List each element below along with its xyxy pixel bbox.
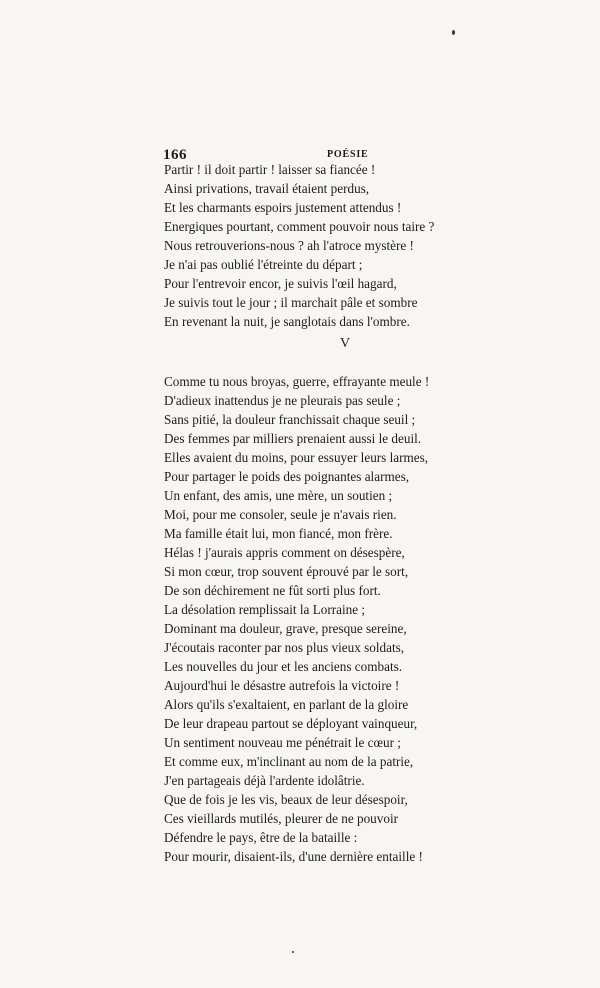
verse-line: Ma famille était lui, mon fiancé, mon frère.: [164, 526, 393, 541]
stanza-2: [164, 372, 429, 866]
stanza-1: [164, 160, 434, 331]
verse-line: Hélas ! j'aurais appris comment on désespère,: [164, 545, 405, 560]
verse-line: Aujourd'hui le désastre autrefois la victoire !: [164, 678, 400, 693]
verse-line: Défendre le pays, être de la bataille :: [164, 830, 358, 845]
verse-line: De son déchirement ne fût sorti plus fort.: [164, 583, 381, 598]
verse-line: Les nouvelles du jour et les anciens combats.: [164, 659, 403, 674]
verse-line: Et les charmants espoirs justement attendus !: [164, 200, 402, 215]
verse-line: Sans pitié, la douleur franchissait chaque seuil ;: [164, 412, 416, 427]
verse-line: J'écoutais raconter par nos plus vieux soldats,: [164, 640, 405, 655]
verse-line: Un sentiment nouveau me pénétrait le cœur ;: [164, 735, 401, 750]
verse-line: De leur drapeau partout se déployant vainqueur,: [164, 716, 418, 731]
ink-speck: [452, 30, 455, 35]
ink-speck: [292, 951, 294, 953]
verse-line: J'en partageais déjà l'ardente idolâtrie.: [164, 773, 365, 788]
verse-line: Partir ! il doit partir ! laisser sa fiancée !: [164, 162, 376, 177]
verse-line: Elles avaient du moins, pour essuyer leurs larmes,: [164, 450, 429, 465]
verse-line: Ces vieillards mutilés, pleurer de ne pouvoir: [164, 811, 399, 826]
verse-line: La désolation remplissait la Lorraine ;: [164, 602, 366, 617]
verse-line: Pour l'entrevoir encor, je suivis l'œil hagard,: [164, 276, 397, 291]
verse-line: D'adieux inattendus je ne pleurais pas seule ;: [164, 393, 401, 408]
verse-line: Nous retrouverions-nous ? ah l'atroce mystère !: [164, 238, 414, 253]
verse-line: Moi, pour me consoler, seule je n'avais rien.: [164, 507, 397, 522]
verse-line: Des femmes par milliers prenaient aussi le deuil.: [164, 431, 422, 446]
verse-line: Que de fois je les vis, beaux de leur désespoir,: [164, 792, 408, 807]
page-number: 166: [163, 147, 187, 163]
verse-line: Et comme eux, m'inclinant au nom de la patrie,: [164, 754, 414, 769]
verse-line: Pour mourir, disaient-ils, d'une dernière entaille !: [164, 849, 423, 864]
verse-line: Comme tu nous broyas, guerre, effrayante meule !: [164, 374, 430, 389]
section-numeral: V: [340, 336, 351, 351]
verse-line: Si mon cœur, trop souvent éprouvé par le sort,: [164, 564, 409, 579]
verse-line: En revenant la nuit, je sanglotais dans l'ombre.: [164, 314, 410, 329]
verse-line: Je suivis tout le jour ; il marchait pâle et sombre: [164, 295, 418, 310]
verse-line: Je n'ai pas oublié l'étreinte du départ ;: [164, 257, 363, 272]
verse-line: Energiques pourtant, comment pouvoir nous taire ?: [164, 219, 435, 234]
verse-line: Ainsi privations, travail étaient perdus,: [164, 181, 370, 196]
verse-line: Pour partager le poids des poignantes alarmes,: [164, 469, 409, 484]
verse-line: Un enfant, des amis, une mère, un soutien ;: [164, 488, 393, 503]
running-title: POÉSIE: [327, 149, 369, 160]
verse-line: Dominant ma douleur, grave, presque sereine,: [164, 621, 407, 636]
verse-line: Alors qu'ils s'exaltaient, en parlant de la gloire: [164, 697, 409, 712]
